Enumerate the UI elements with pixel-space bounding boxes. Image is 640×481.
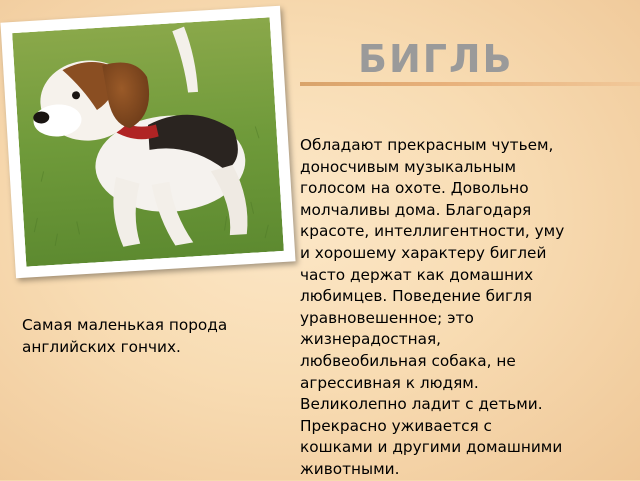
slide-title: БИГЛЬ bbox=[358, 37, 514, 81]
beagle-photo bbox=[12, 17, 284, 266]
breed-description: Обладают прекрасным чутьем, доносчивым музыкальным голосом на охоте. Довольно молчаливы дома. Благодаря красоте, интеллигентности, уму и хорошему характеру биглей часто держат как домашних любимцев. Поведение бигля уравновешенное; это жизнерадостная, любвеобильная собака, не агрессивная к людям. Великолепно ладит с детьми. Прекрасно уживается с кошками и другими домашними животными. bbox=[300, 136, 565, 478]
title-underline bbox=[300, 82, 640, 86]
breed-caption: Самая маленькая порода английских гончих. bbox=[22, 316, 228, 356]
photo-frame bbox=[0, 6, 295, 279]
